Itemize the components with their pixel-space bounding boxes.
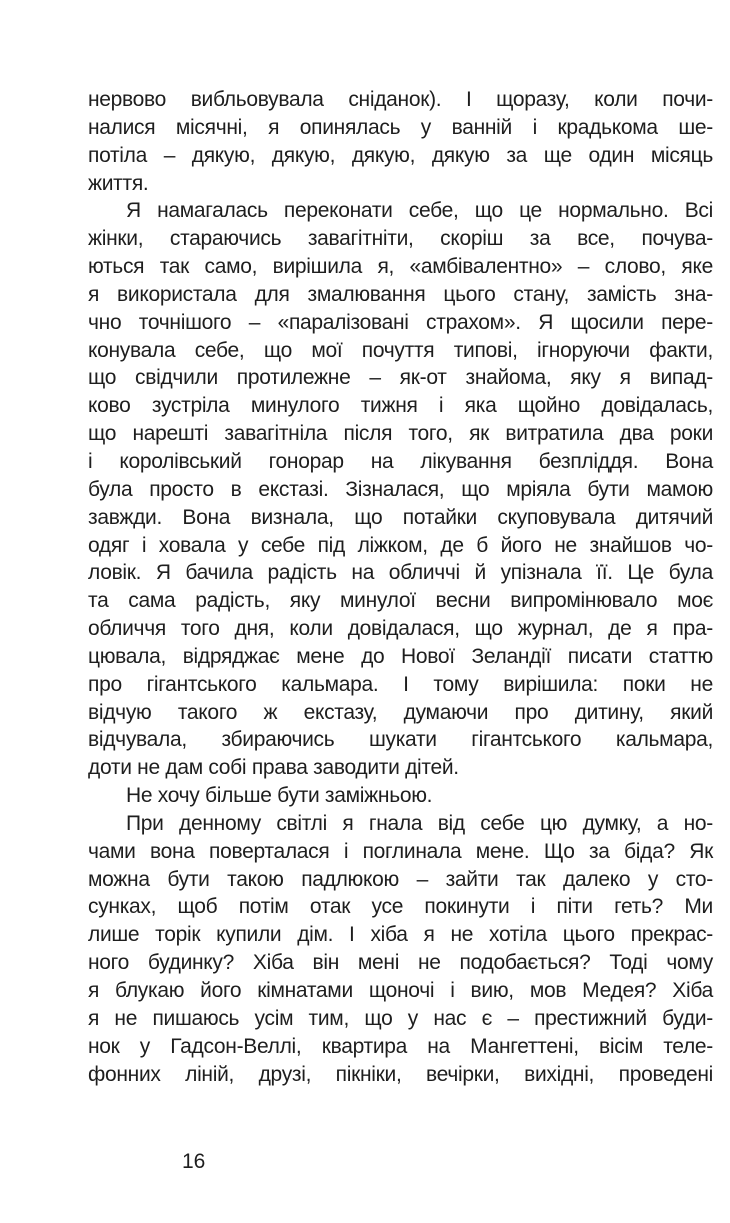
- text-line: сунках, щоб потім отак усе покинути і піти геть? Ми: [88, 895, 713, 919]
- text-line: одяг і ховала у себе під ліжком, де б його не знайшов чо-: [88, 533, 713, 557]
- text-line: налися місячні, я опинялась у ванній і крадькома ше-: [88, 115, 713, 139]
- text-line: нервово вибльовувала сніданок). І щоразу, коли почи-: [88, 88, 713, 111]
- text-line: ловік. Я бачила радість на обличчі й упізнала її. Це була: [88, 561, 713, 585]
- text-line: цювала, відряджає мене до Нової Зеландії писати статтю: [88, 644, 713, 668]
- text-line: та сама радість, яку минулої весни випромінювало моє: [88, 589, 713, 613]
- text-line: чно точнішого – «паралізовані страхом». Я щосили пере-: [88, 310, 713, 334]
- text-line: життя.: [88, 171, 149, 195]
- text-line: завжди. Вона визнала, що потайки скуповувала дитячий: [88, 505, 713, 529]
- text-line: Не хочу більше бути заміжньою.: [126, 784, 433, 808]
- text-line: доти не дам собі права заводити дітей.: [88, 756, 459, 780]
- text-line: відчую такого ж екстазу, думаючи про дитину, який: [88, 700, 713, 724]
- text-line: що нарешті завагітніла після того, як витратила два роки: [88, 422, 713, 446]
- text-line: я не пишаюсь усім тим, що у нас є – престижний буди-: [88, 1006, 713, 1030]
- text-line: можна бути такою падлюкою – зайти так далеко у сто-: [88, 867, 713, 891]
- text-line: При денному світлі я гнала від себе цю думку, а но-: [126, 811, 713, 835]
- text-line: нок у Гадсон-Веллі, квартира на Мангеттені, вісім теле-: [88, 1034, 713, 1058]
- text-line: була просто в екстазі. Зізналася, що мріяла бути мамою: [88, 477, 713, 501]
- text-line: жінки, стараючись завагітніти, скоріш за все, почува-: [88, 227, 713, 251]
- text-line: відчувала, збираючись шукати гігантського кальмара,: [88, 728, 713, 752]
- text-line: чами вона поверталася і поглинала мене. Що за біда? Як: [88, 839, 713, 863]
- text-line: я використала для змалювання цього стану, замість зна-: [88, 282, 713, 306]
- text-line: фонних ліній, друзі, пікніки, вечірки, вихідні, проведені: [88, 1062, 713, 1086]
- page-number: 16: [182, 1150, 206, 1173]
- text-line: Я намагалась переконати себе, що це нормально. Всі: [126, 199, 713, 223]
- text-line: про гігантського кальмара. І тому вирішила: поки не: [88, 672, 713, 696]
- text-line: лише торік купили дім. І хіба я не хотіла цього прекрас-: [88, 923, 713, 947]
- page-body-text: [88, 86, 713, 1088]
- text-line: що свідчили протилежне – як-от знайома, яку я випад-: [88, 366, 713, 390]
- text-line: ного будинку? Хіба він мені не подобається? Тоді чому: [88, 951, 713, 975]
- text-line: і королівський гонорар на лікування безпліддя. Вона: [88, 449, 713, 473]
- text-line: конувала себе, що мої почуття типові, ігноруючи факти,: [88, 338, 713, 362]
- text-line: потіла – дякую, дякую, дякую, дякую за ще один місяць: [88, 143, 713, 167]
- text-line: ково зустріла минулого тижня і яка щойно довідалась,: [88, 394, 713, 418]
- text-line: я блукаю його кімнатами щоночі і вию, мов Медея? Хіба: [88, 979, 713, 1002]
- text-line: обличчя того дня, коли довідалася, що журнал, де я пра-: [88, 617, 713, 641]
- text-line: ються так само, вирішила я, «амбівалентно» – слово, яке: [88, 255, 713, 279]
